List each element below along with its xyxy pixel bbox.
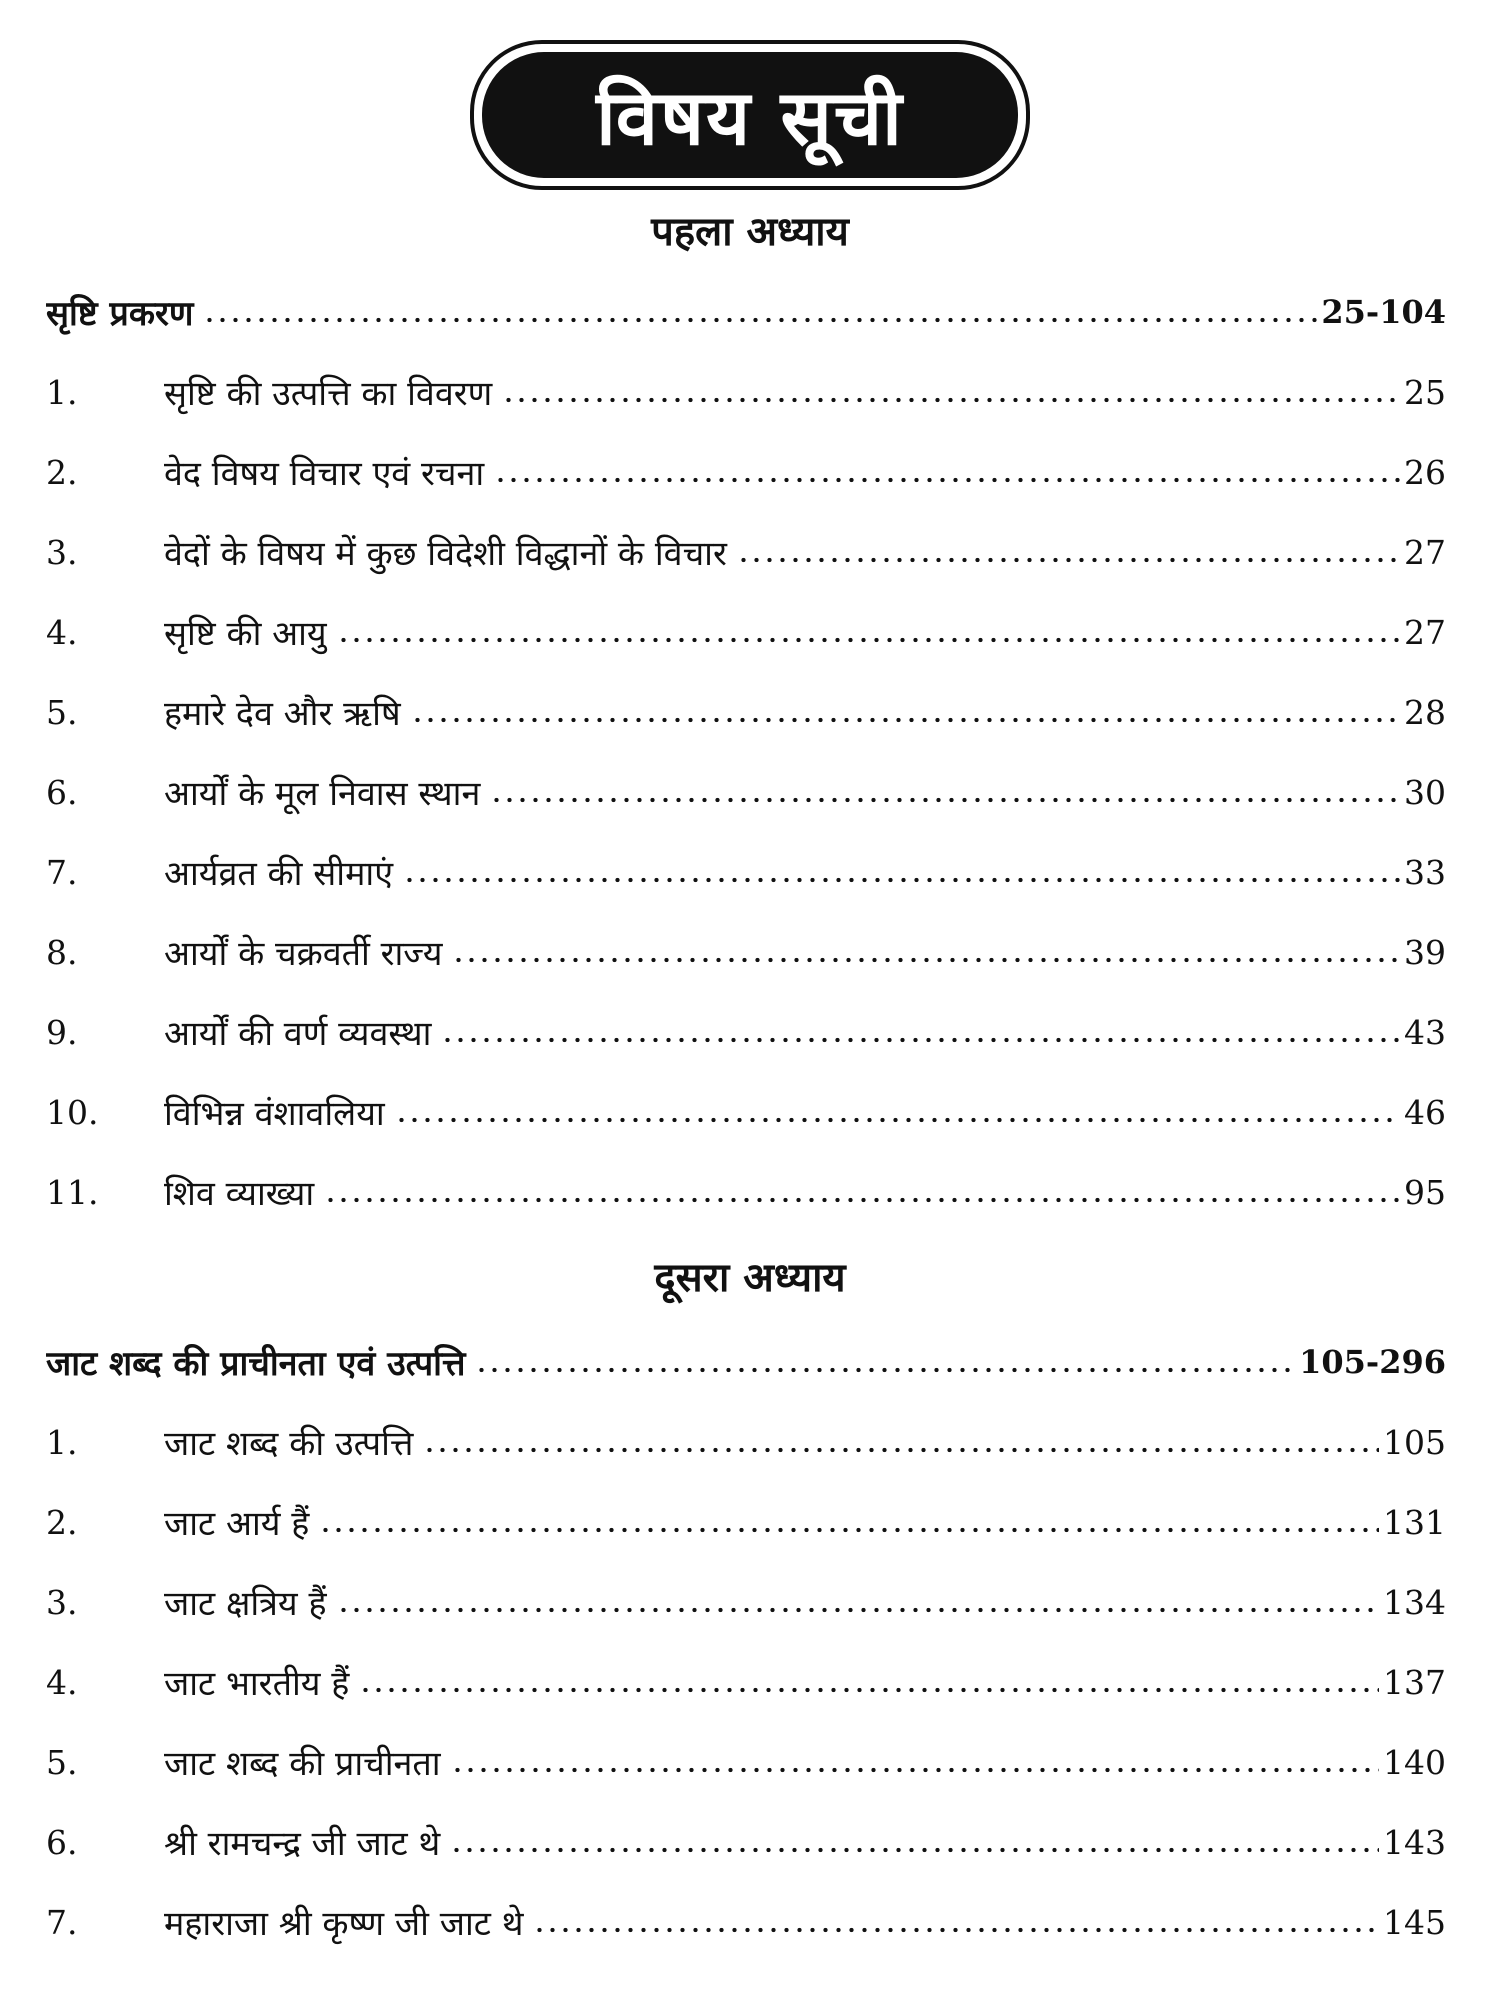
entry-number: 11.: [46, 1172, 99, 1212]
entry-number: 1.: [46, 372, 78, 412]
entry-title: विभिन्न वंशावलिया: [164, 1094, 385, 1134]
dot-leader: [337, 1606, 1379, 1614]
entry-page: 140: [1383, 1742, 1446, 1782]
entry-number: 5.: [46, 1742, 78, 1782]
entry-title: आर्यों के चक्रवर्ती राज्य: [164, 934, 443, 974]
entry-title: जाट आर्य हैं: [164, 1504, 310, 1544]
title-frame: [470, 40, 1030, 190]
entry-number: 1.: [46, 1422, 78, 1462]
entry-number: 3.: [46, 532, 78, 572]
entry-number: 7.: [46, 852, 78, 892]
dot-leader: [411, 716, 1400, 724]
entry-page: 95: [1404, 1172, 1446, 1212]
section-title: सृष्टि प्रकरण: [46, 294, 194, 334]
entry-title: सृष्टि की उत्पत्ति का विवरण: [164, 374, 493, 414]
section-page-range: 105-296: [1299, 1343, 1446, 1381]
entry-number: 8.: [46, 932, 78, 972]
entry-title: आर्यव्रत की सीमाएं: [164, 854, 394, 894]
dot-leader: [502, 396, 1400, 404]
dot-leader: [324, 1196, 1400, 1204]
toc-entry-2-7: [46, 1892, 1446, 1952]
dot-leader: [490, 796, 1400, 804]
dot-leader: [403, 876, 1400, 884]
section-page-range: 25-104: [1321, 293, 1446, 331]
entry-number: 9.: [46, 1012, 78, 1052]
entry-number: 2.: [46, 1502, 78, 1542]
entry-title: जाट शब्द की प्राचीनता: [164, 1744, 441, 1784]
chapter-heading-2: दूसरा अध्याय: [654, 1255, 846, 1301]
entry-page: 143: [1383, 1822, 1446, 1862]
toc-entry-2-2: [46, 1492, 1446, 1552]
entry-title: जाट क्षत्रिय हैं: [164, 1584, 327, 1624]
page-title: विषय सूची: [482, 52, 1018, 178]
toc-entry-1-3: [46, 522, 1446, 582]
entry-page: 25: [1404, 372, 1446, 412]
entry-title: आर्यों की वर्ण व्यवस्था: [164, 1014, 432, 1054]
entry-page: 46: [1404, 1092, 1446, 1132]
dot-leader: [452, 956, 1400, 964]
entry-number: 10.: [46, 1092, 99, 1132]
entry-title: आर्यों के मूल निवास स्थान: [164, 774, 481, 814]
entry-page: 33: [1404, 852, 1446, 892]
dot-leader: [423, 1446, 1379, 1454]
entry-page: 27: [1404, 612, 1446, 652]
entry-number: 4.: [46, 612, 78, 652]
toc-entry-2-4: [46, 1652, 1446, 1712]
dot-leader: [494, 476, 1400, 484]
dot-leader: [475, 1366, 1295, 1374]
entry-page: 30: [1404, 772, 1446, 812]
entry-page: 131: [1383, 1502, 1446, 1542]
toc-entry-1-11: [46, 1162, 1446, 1222]
entry-page: 105: [1383, 1422, 1446, 1462]
dot-leader: [337, 636, 1400, 644]
entry-number: 4.: [46, 1662, 78, 1702]
entry-title: जाट भारतीय हैं: [164, 1664, 350, 1704]
entry-title: वेदों के विषय में कुछ विदेशी विद्धानों के विचार: [164, 534, 727, 574]
entry-title: महाराजा श्री कृष्ण जी जाट थे: [164, 1904, 524, 1944]
entry-page: 39: [1404, 932, 1446, 972]
toc-entry-1-4: [46, 602, 1446, 662]
dot-leader: [533, 1926, 1379, 1934]
toc-entry-1-7: [46, 842, 1446, 902]
toc-entry-1-10: [46, 1082, 1446, 1142]
toc-entry-1-2: [46, 442, 1446, 502]
toc-entry-1-6: [46, 762, 1446, 822]
entry-number: 6.: [46, 772, 78, 812]
toc-entry-1-5: [46, 682, 1446, 742]
dot-leader: [359, 1686, 1379, 1694]
dot-leader: [395, 1116, 1400, 1124]
dot-leader: [203, 316, 1317, 324]
entry-page: 26: [1404, 452, 1446, 492]
toc-entry-1-9: [46, 1002, 1446, 1062]
entry-title: सृष्टि की आयु: [164, 614, 327, 654]
entry-title: हमारे देव और ऋषि: [164, 694, 401, 734]
toc-entry-2-1: [46, 1412, 1446, 1472]
entry-page: 145: [1383, 1902, 1446, 1942]
dot-leader: [319, 1526, 1379, 1534]
entry-number: 3.: [46, 1582, 78, 1622]
entry-title: शिव व्याख्या: [164, 1174, 315, 1214]
entry-number: 2.: [46, 452, 78, 492]
toc-entry-1-8: [46, 922, 1446, 982]
toc-entry-2-5: [46, 1732, 1446, 1792]
entry-page: 27: [1404, 532, 1446, 572]
toc-entry-2-3: [46, 1572, 1446, 1632]
chapter-heading-1: पहला अध्याय: [651, 209, 849, 255]
entry-title: श्री रामचन्द्र जी जाट थे: [164, 1824, 441, 1864]
section-title: जाट शब्द की प्राचीनता एवं उत्पत्ति: [46, 1344, 466, 1384]
dot-leader: [441, 1036, 1400, 1044]
entry-page: 134: [1383, 1582, 1446, 1622]
entry-number: 7.: [46, 1902, 78, 1942]
section-row-1: [46, 282, 1446, 342]
dot-leader: [737, 556, 1400, 564]
entry-title: जाट शब्द की उत्पत्ति: [164, 1424, 414, 1464]
dot-leader: [450, 1846, 1379, 1854]
dot-leader: [451, 1766, 1379, 1774]
entry-title: वेद विषय विचार एवं रचना: [164, 454, 485, 494]
entry-page: 43: [1404, 1012, 1446, 1052]
toc-entry-1-1: [46, 362, 1446, 422]
toc-entry-2-6: [46, 1812, 1446, 1872]
section-row-2: [46, 1332, 1446, 1392]
entry-number: 5.: [46, 692, 78, 732]
entry-page: 137: [1383, 1662, 1446, 1702]
entry-page: 28: [1404, 692, 1446, 732]
entry-number: 6.: [46, 1822, 78, 1862]
